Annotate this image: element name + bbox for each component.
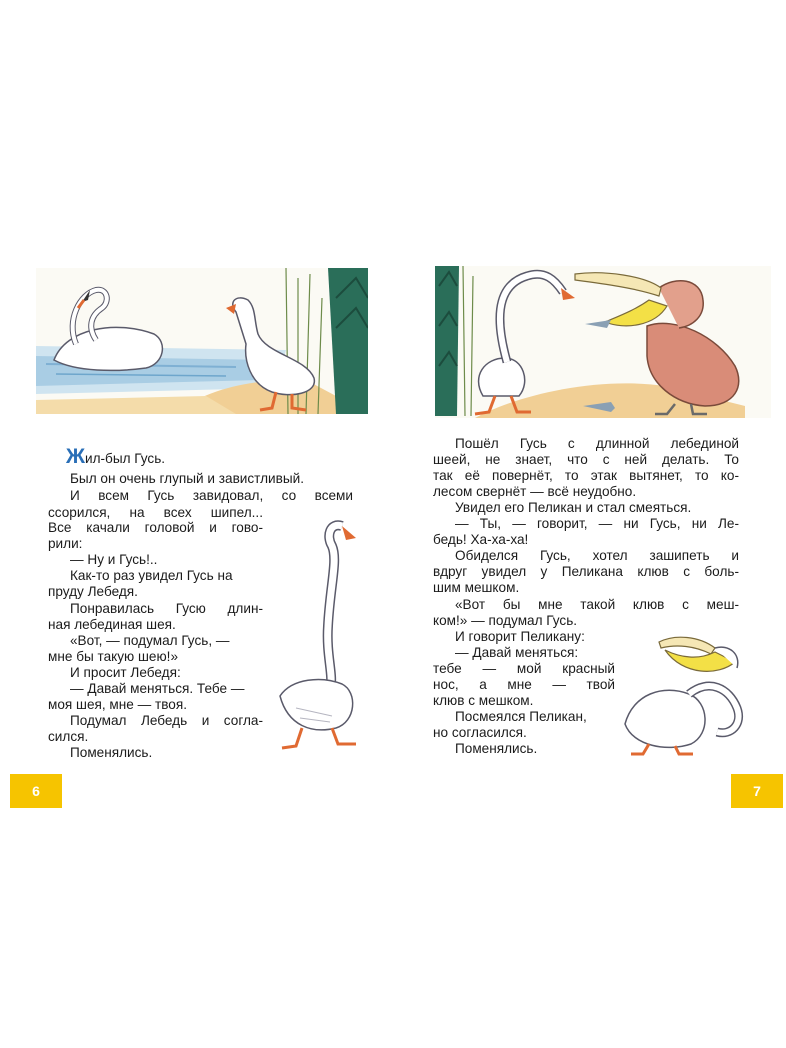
text-line-36: клюв с мешком. (433, 693, 534, 708)
text-line-37: Посмеялся Пеликан, (455, 709, 587, 724)
text-line-35: нос, а мне — твой (433, 677, 615, 692)
text-line-9: пруду Лебедя. (48, 584, 138, 599)
right-page (393, 0, 786, 1048)
text-line-24: Увидел его Пеликан и стал смеяться. (455, 500, 692, 515)
text-line-20: Пошёл Гусь с длинной лебединой (455, 436, 739, 451)
text-line-7: — Ну и Гусь!.. (70, 552, 158, 567)
swan-and-goose-illustration (36, 268, 368, 414)
drop-cap-letter: Ж (66, 445, 85, 468)
text-line-1-rest: ил-был Гусь. (84, 451, 166, 466)
text-line-23: лесом свернёт — всё неудобно. (433, 484, 637, 499)
text-line-39: Поменялись. (455, 741, 538, 756)
page-number-badge: 6 (10, 774, 62, 808)
text-line-21: шеей, не знает, что с ней делать. То (433, 452, 739, 467)
text-line-33: — Давай меняться: (455, 645, 579, 660)
goose-and-pelican-illustration (435, 266, 771, 418)
text-line-6: рили: (48, 536, 83, 551)
text-line-17: Подумал Лебедь и согла- (70, 713, 263, 728)
text-line-16: моя шея, мне — твоя. (48, 697, 187, 712)
text-line-10: Понравилась Гусю длин- (70, 601, 263, 616)
text-line-3: И всем Гусь завидовал, со всеми (70, 488, 353, 503)
text-line-31: ком!» — подумал Гусь. (433, 613, 578, 628)
long-neck-goose-illustration (272, 516, 372, 752)
text-line-13: мне бы такую шею!» (48, 649, 179, 664)
text-line-34: тебе — мой красный (433, 661, 615, 676)
text-line-4: ссорился, на всех шипел... (48, 505, 263, 520)
text-line-5: Все качали головой и гово- (48, 520, 263, 535)
text-line-27: Обиделся Гусь, хотел зашипеть и (455, 548, 739, 563)
text-line-18: сился. (48, 729, 89, 744)
text-line-26: бедь! Ха-ха-ха! (433, 532, 529, 547)
text-line-25: — Ты, — говорит, — ни Гусь, ни Ле- (455, 516, 739, 531)
pelican-beak-goose-illustration (619, 628, 759, 756)
text-line-30: «Вот бы мне такой клюв с меш- (455, 597, 739, 612)
text-line-15: — Давай меняться. Тебе — (70, 681, 245, 696)
text-line-8: Как-то раз увидел Гусь на (70, 568, 233, 583)
text-line-32: И говорит Пеликану: (455, 629, 585, 644)
text-line-38: но согласился. (433, 725, 527, 740)
page-number-badge: 7 (731, 774, 783, 808)
text-line-1 (66, 445, 166, 468)
text-line-29: шим мешком. (433, 580, 520, 595)
text-line-28: вдруг увидел у Пеликана клюв с боль- (433, 564, 739, 579)
text-line-19: Поменялись. (70, 745, 153, 760)
text-line-14: И просит Лебедя: (70, 665, 181, 680)
text-line-12: «Вот, — подумал Гусь, — (70, 633, 230, 648)
text-line-2: Был он очень глупый и завистливый. (70, 471, 304, 486)
text-line-11: ная лебединая шея. (48, 617, 176, 632)
text-line-22: так её повернёт, то этак вытянет, то ко- (433, 468, 739, 483)
